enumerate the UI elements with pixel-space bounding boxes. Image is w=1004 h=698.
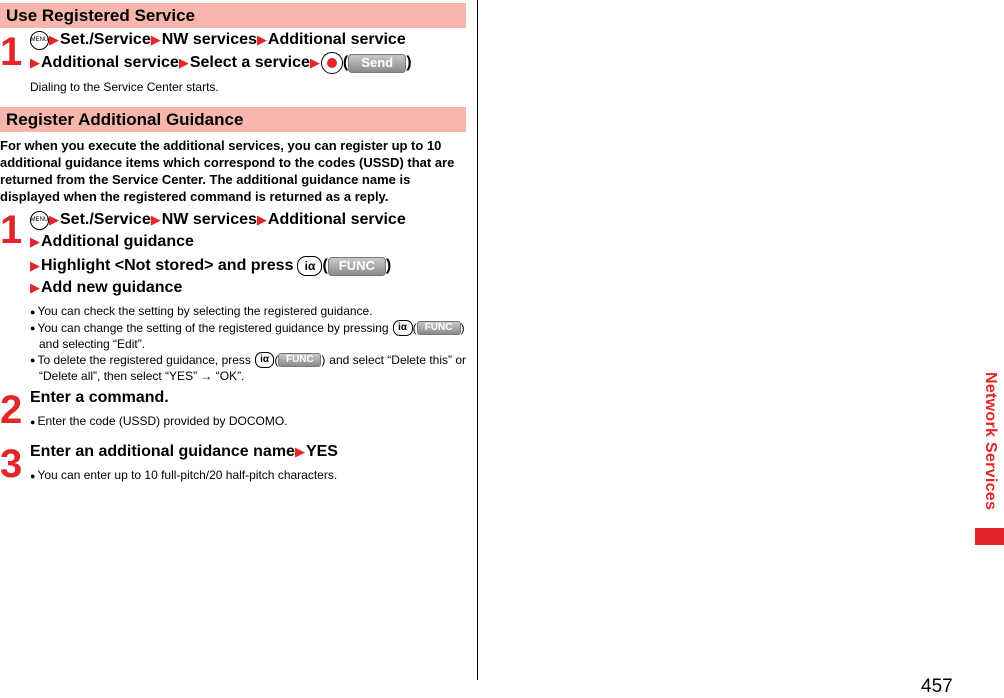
instruction-text: Highlight <Not stored> and press: [41, 257, 294, 274]
section-header-use-registered-service: Use Registered Service: [0, 3, 466, 28]
bullet-continuation: “Delete all”, then select “YES” → “OK”.: [39, 369, 245, 383]
step-note: Dialing to the Service Center starts.: [30, 80, 219, 94]
center-key-icon: [321, 52, 343, 74]
i-alpha-key-icon: iα: [393, 320, 413, 336]
func-softkey-icon: FUNC: [278, 353, 321, 367]
instruction-text: Set./Service: [60, 31, 151, 48]
instruction-text: NW services: [161, 211, 257, 228]
i-alpha-key-icon: iα: [255, 352, 275, 368]
menu-key-icon: MENU: [30, 211, 49, 230]
arrow-icon: ▶: [30, 234, 40, 249]
instruction-text: Additional guidance: [41, 233, 194, 250]
menu-key-icon: MENU: [30, 31, 49, 50]
arrow-icon: ▶: [49, 32, 59, 47]
step-number: 2: [0, 388, 23, 432]
arrow-icon: ▶: [30, 258, 40, 273]
bullet-item: ● You can check the setting by selecting the registered guidance.: [30, 304, 373, 318]
side-section-label: Network Services: [982, 372, 999, 511]
bullet-item: ● Enter the code (USSD) provided by DOCOMO.: [30, 414, 288, 428]
column-divider: [477, 0, 478, 680]
arrow-icon: ▶: [256, 212, 267, 227]
bullet-item: ● You can enter up to 10 full-pitch/20 half-pitch characters.: [30, 468, 338, 482]
page-number: 457: [921, 676, 953, 697]
arrow-icon: ▶: [150, 32, 161, 47]
instruction-text: Additional service: [267, 211, 406, 228]
arrow-icon: ▶: [30, 280, 40, 295]
step-instruction-line: [30, 209, 406, 231]
step-instruction-line: ▶ Highlight <Not stored> and press iα ( FUNC ): [30, 255, 391, 277]
arrow-icon: ▶: [294, 444, 305, 459]
arrow-icon: ▶: [150, 212, 161, 227]
bullet-item: ● You can change the setting of the registered guidance by pressing iα ( FUNC ): [30, 321, 465, 335]
instruction-text: Add new guidance: [41, 279, 183, 296]
instruction-text: Set./Service: [60, 211, 151, 228]
section-header-register-additional-guidance: Register Additional Guidance: [0, 107, 466, 132]
step-title: Enter an additional guidance name ▶ YES: [30, 441, 338, 463]
step-instruction-line: [30, 29, 406, 51]
func-softkey-icon: FUNC: [417, 321, 461, 335]
i-alpha-key-icon: iα: [297, 256, 322, 276]
step-number: 3: [0, 442, 23, 486]
step-instruction-line: ▶ Additional service ▶ Select a service ▶ ( Send ): [30, 52, 412, 74]
step-instruction-line: [30, 231, 194, 253]
bullet-item: ● To delete the registered guidance, press iα ( FUNC ) and select “Delete this” or: [30, 353, 466, 367]
send-softkey-icon: Send: [348, 54, 406, 73]
instruction-text: Additional service: [41, 54, 179, 71]
instruction-text: Select a service: [189, 54, 310, 71]
intro-paragraph: For when you execute the additional services, you can register up to 10 additional guidance items which correspond to the codes (USSD) that are returned from the Service Center. The additional guidance name is displayed when the registered command is returned as a reply.: [0, 138, 455, 204]
func-softkey-icon: FUNC: [328, 257, 386, 276]
instruction-text: Additional service: [267, 31, 406, 48]
bullet-continuation: and selecting “Edit”.: [39, 337, 146, 351]
instruction-text: NW services: [161, 31, 257, 48]
step-instruction-line: [30, 277, 182, 299]
arrow-icon: ▶: [30, 55, 40, 70]
arrow-icon: ▶: [49, 212, 59, 227]
step-title: Enter a command.: [30, 389, 169, 406]
arrow-icon: ▶: [178, 55, 189, 70]
arrow-icon: ▶: [256, 32, 267, 47]
side-tab-marker: [975, 528, 1004, 545]
arrow-icon: ▶: [309, 55, 320, 70]
step-number: 1: [0, 208, 23, 252]
step-number: 1: [0, 30, 23, 74]
